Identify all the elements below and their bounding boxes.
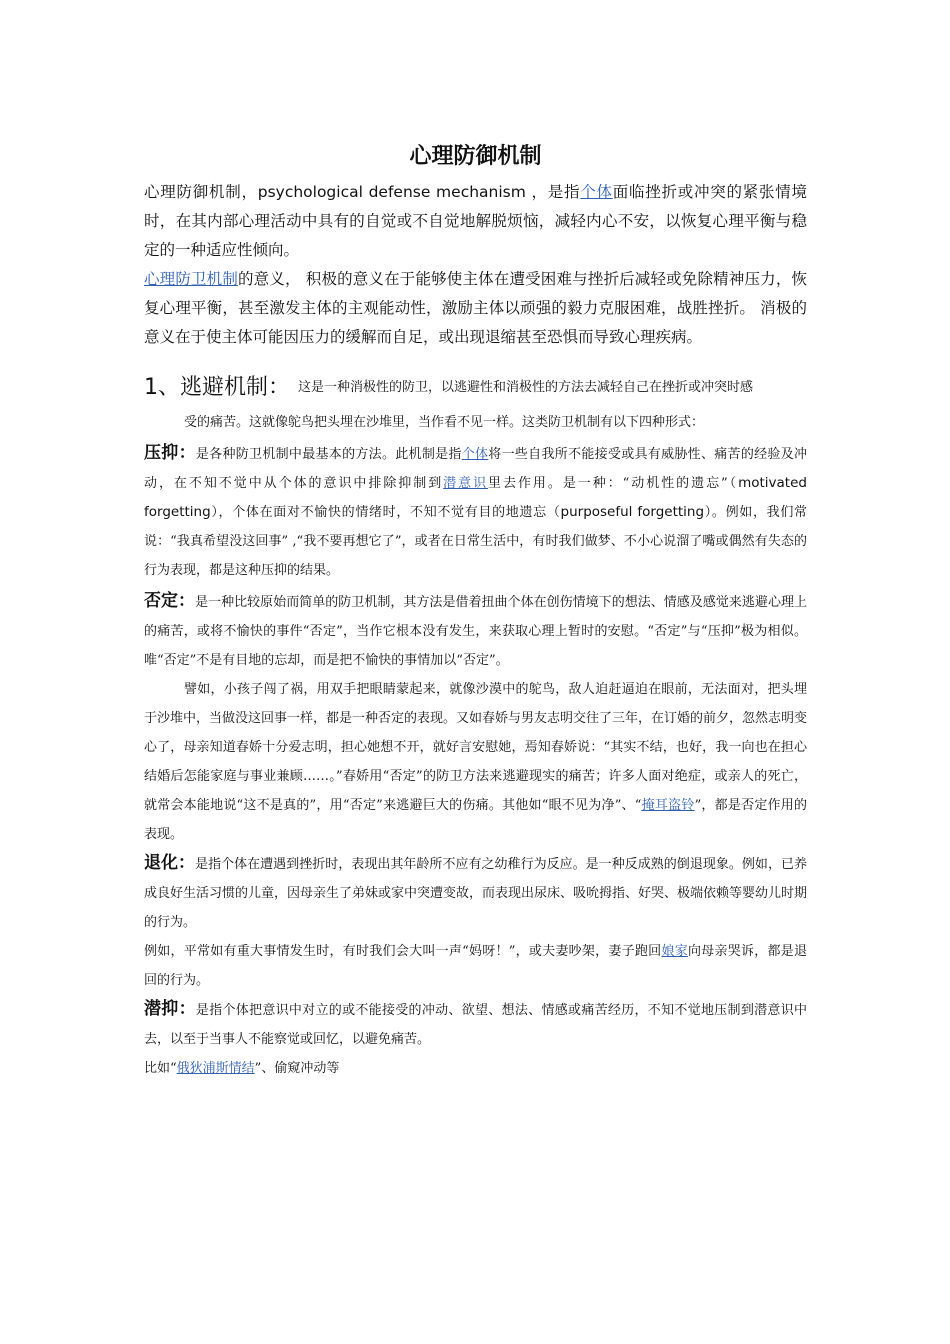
link-subconscious[interactable]: 潜意识 bbox=[443, 476, 489, 491]
denial-example-text-2: ”，都是否定作用的表现。 bbox=[144, 798, 807, 842]
intro-text-1: 心理防御机制，psychological defense mechanism ，是指 bbox=[144, 183, 581, 201]
regression-example-text-1: 例如，平常如有重大事情发生时，有时我们会大叫一声“妈呀！”，或夫妻吵架，妻子跑回 bbox=[144, 944, 662, 959]
intro-paragraph bbox=[144, 178, 807, 265]
repression-latin-1: motivated forgetting bbox=[144, 475, 807, 520]
repression-text-1: 是各种防卫机制中最基本的方法。此机制是指 bbox=[195, 447, 462, 462]
section-desc-b: 受的痛苦。这就像鸵鸟把头埋在沙堆里，当作看不见一样。这类防卫机制有以下四种形式： bbox=[184, 415, 705, 430]
link-individual-2[interactable]: 个体 bbox=[461, 447, 489, 462]
repression-text-5: ）。例如，我们常说：“我真希望没这回事” ,“我不要再想它了”，或者在日常生活中，有时我们做梦、不小心说溜了嘴或偶然有失态的行为表现，都是这种压抑的结果。 bbox=[144, 505, 807, 578]
repression-text-3: 里去作用。是一种：“动机性的遗忘”（ bbox=[488, 476, 739, 491]
suppression-example-text-2: ”、偷窥冲动等 bbox=[254, 1061, 340, 1076]
link-ostrich-idiom[interactable]: 掩耳盗铃 bbox=[641, 798, 695, 813]
regression-text: 是指个体在遭遇到挫折时，表现出其年龄所不应有之幼稚行为反应。是一种反成熟的倒退现象。例如，已养成良好生活习惯的儿童，因母亲生了弟妹或家中突遭变故，而表现出尿床、吸吮拇指、好哭、极端依赖等婴幼儿时期的行为。 bbox=[144, 857, 808, 930]
term-denial: 否定： bbox=[144, 591, 196, 611]
link-defense-mechanism[interactable]: 心理防卫机制 bbox=[144, 270, 239, 288]
term-regression: 退化： bbox=[144, 853, 196, 873]
repression-text-4: ），个体在面对不愉快的情绪时，不知不觉有目的地遗忘（ bbox=[210, 505, 561, 520]
regression-example-text-2: 向母亲哭诉，都是退回的行为。 bbox=[144, 944, 807, 988]
denial-text: 是一种比较原始而简单的防卫机制，其方法是借着扭曲个体在创伤情境下的想法、情感及感觉来逃避心理上的痛苦，或将不愉快的事件“否定”，当作它根本没有发生，来获取心理上暂时的安慰。“否定”与“压抑”极为相似。唯“否定”不是有目地的忘却，而是把不愉快的事情加以“否定”。 bbox=[144, 595, 807, 668]
suppression-example-text-1: 比如“ bbox=[144, 1061, 177, 1076]
significance-paragraph bbox=[144, 265, 807, 352]
section-heading-escape bbox=[144, 368, 807, 408]
denial-example-paragraph bbox=[144, 675, 807, 849]
significance-text: 的意义， 积极的意义在于能够使主体在遭受困难与挫折后减轻或免除精神压力，恢复心理平衡，甚至激发主体的主观能动性，激励主体以顽强的毅力克服困难，战胜挫折。 消极的意义在于使主体可能因压力的缓解而自足，或出现退缩甚至恐惧而导致心理疾病。 bbox=[144, 270, 807, 346]
link-maiden-home[interactable]: 娘家 bbox=[661, 944, 688, 959]
section-desc-a: 这是一种消极性的防卫，以逃避性和消极性的方法去减轻自己在挫折或冲突时感 bbox=[298, 380, 754, 395]
intro-text-2: 面临挫折或冲突的紧张情境时，在其内部心理活动中具有的自觉或不自觉地解脱烦恼，减轻内心不安，以恢复心理平衡与稳定的一种适应性倾向。 bbox=[144, 183, 807, 259]
denial-example-text-1: 譬如，小孩子闯了祸，用双手把眼睛蒙起来，就像沙漠中的鸵鸟，敌人迫赶逼迫在眼前，无法面对，把头埋于沙堆中，当做没这回事一样，都是一种否定的表现。又如春娇与男友志明交往了三年，在订婚的前夕，忽然志明变心了，母亲知道春娇十分爱志明，担心她想不开，就好言安慰她，焉知春娇说：“其实不结，也好，我一向也在担心结婚后怎能家庭与事业兼顾……。”春娇用“否定”的防卫方法来逃避现实的痛苦；许多人面对绝症，或亲人的死亡，就常会本能地说“这不是真的”，用“否定”来逃避巨大的伤痛。其他如“眼不见为净”、“ bbox=[144, 682, 808, 813]
document-body bbox=[144, 140, 807, 1083]
suppression-paragraph bbox=[144, 995, 807, 1054]
suppression-text: 是指个体把意识中对立的或不能接受的冲动、欲望、想法、情感或痛苦经历，不知不觉地压制到潜意识中去，以至于当事人不能察觉或回忆，以避免痛苦。 bbox=[144, 1003, 807, 1047]
repression-latin-2: purposeful forgetting bbox=[560, 504, 705, 520]
section-heading-text: 1、逃避机制： bbox=[144, 375, 290, 400]
term-suppression: 潜抑： bbox=[144, 999, 196, 1019]
denial-paragraph bbox=[144, 587, 807, 675]
term-repression: 压抑： bbox=[144, 443, 196, 463]
regression-paragraph bbox=[144, 849, 807, 937]
repression-text-2: 将一些自我所不能接受或具有威胁性、痛苦的经验及冲动，在不知不觉中从个体的意识中排除抑制到 bbox=[144, 447, 807, 491]
suppression-example-paragraph bbox=[144, 1054, 807, 1083]
link-individual[interactable]: 个体 bbox=[580, 183, 613, 201]
repression-paragraph bbox=[144, 439, 807, 585]
page-title: 心理防御机制 bbox=[409, 144, 542, 169]
link-oedipus-complex[interactable]: 俄狄浦斯情结 bbox=[176, 1061, 255, 1076]
regression-example-paragraph bbox=[144, 937, 807, 995]
